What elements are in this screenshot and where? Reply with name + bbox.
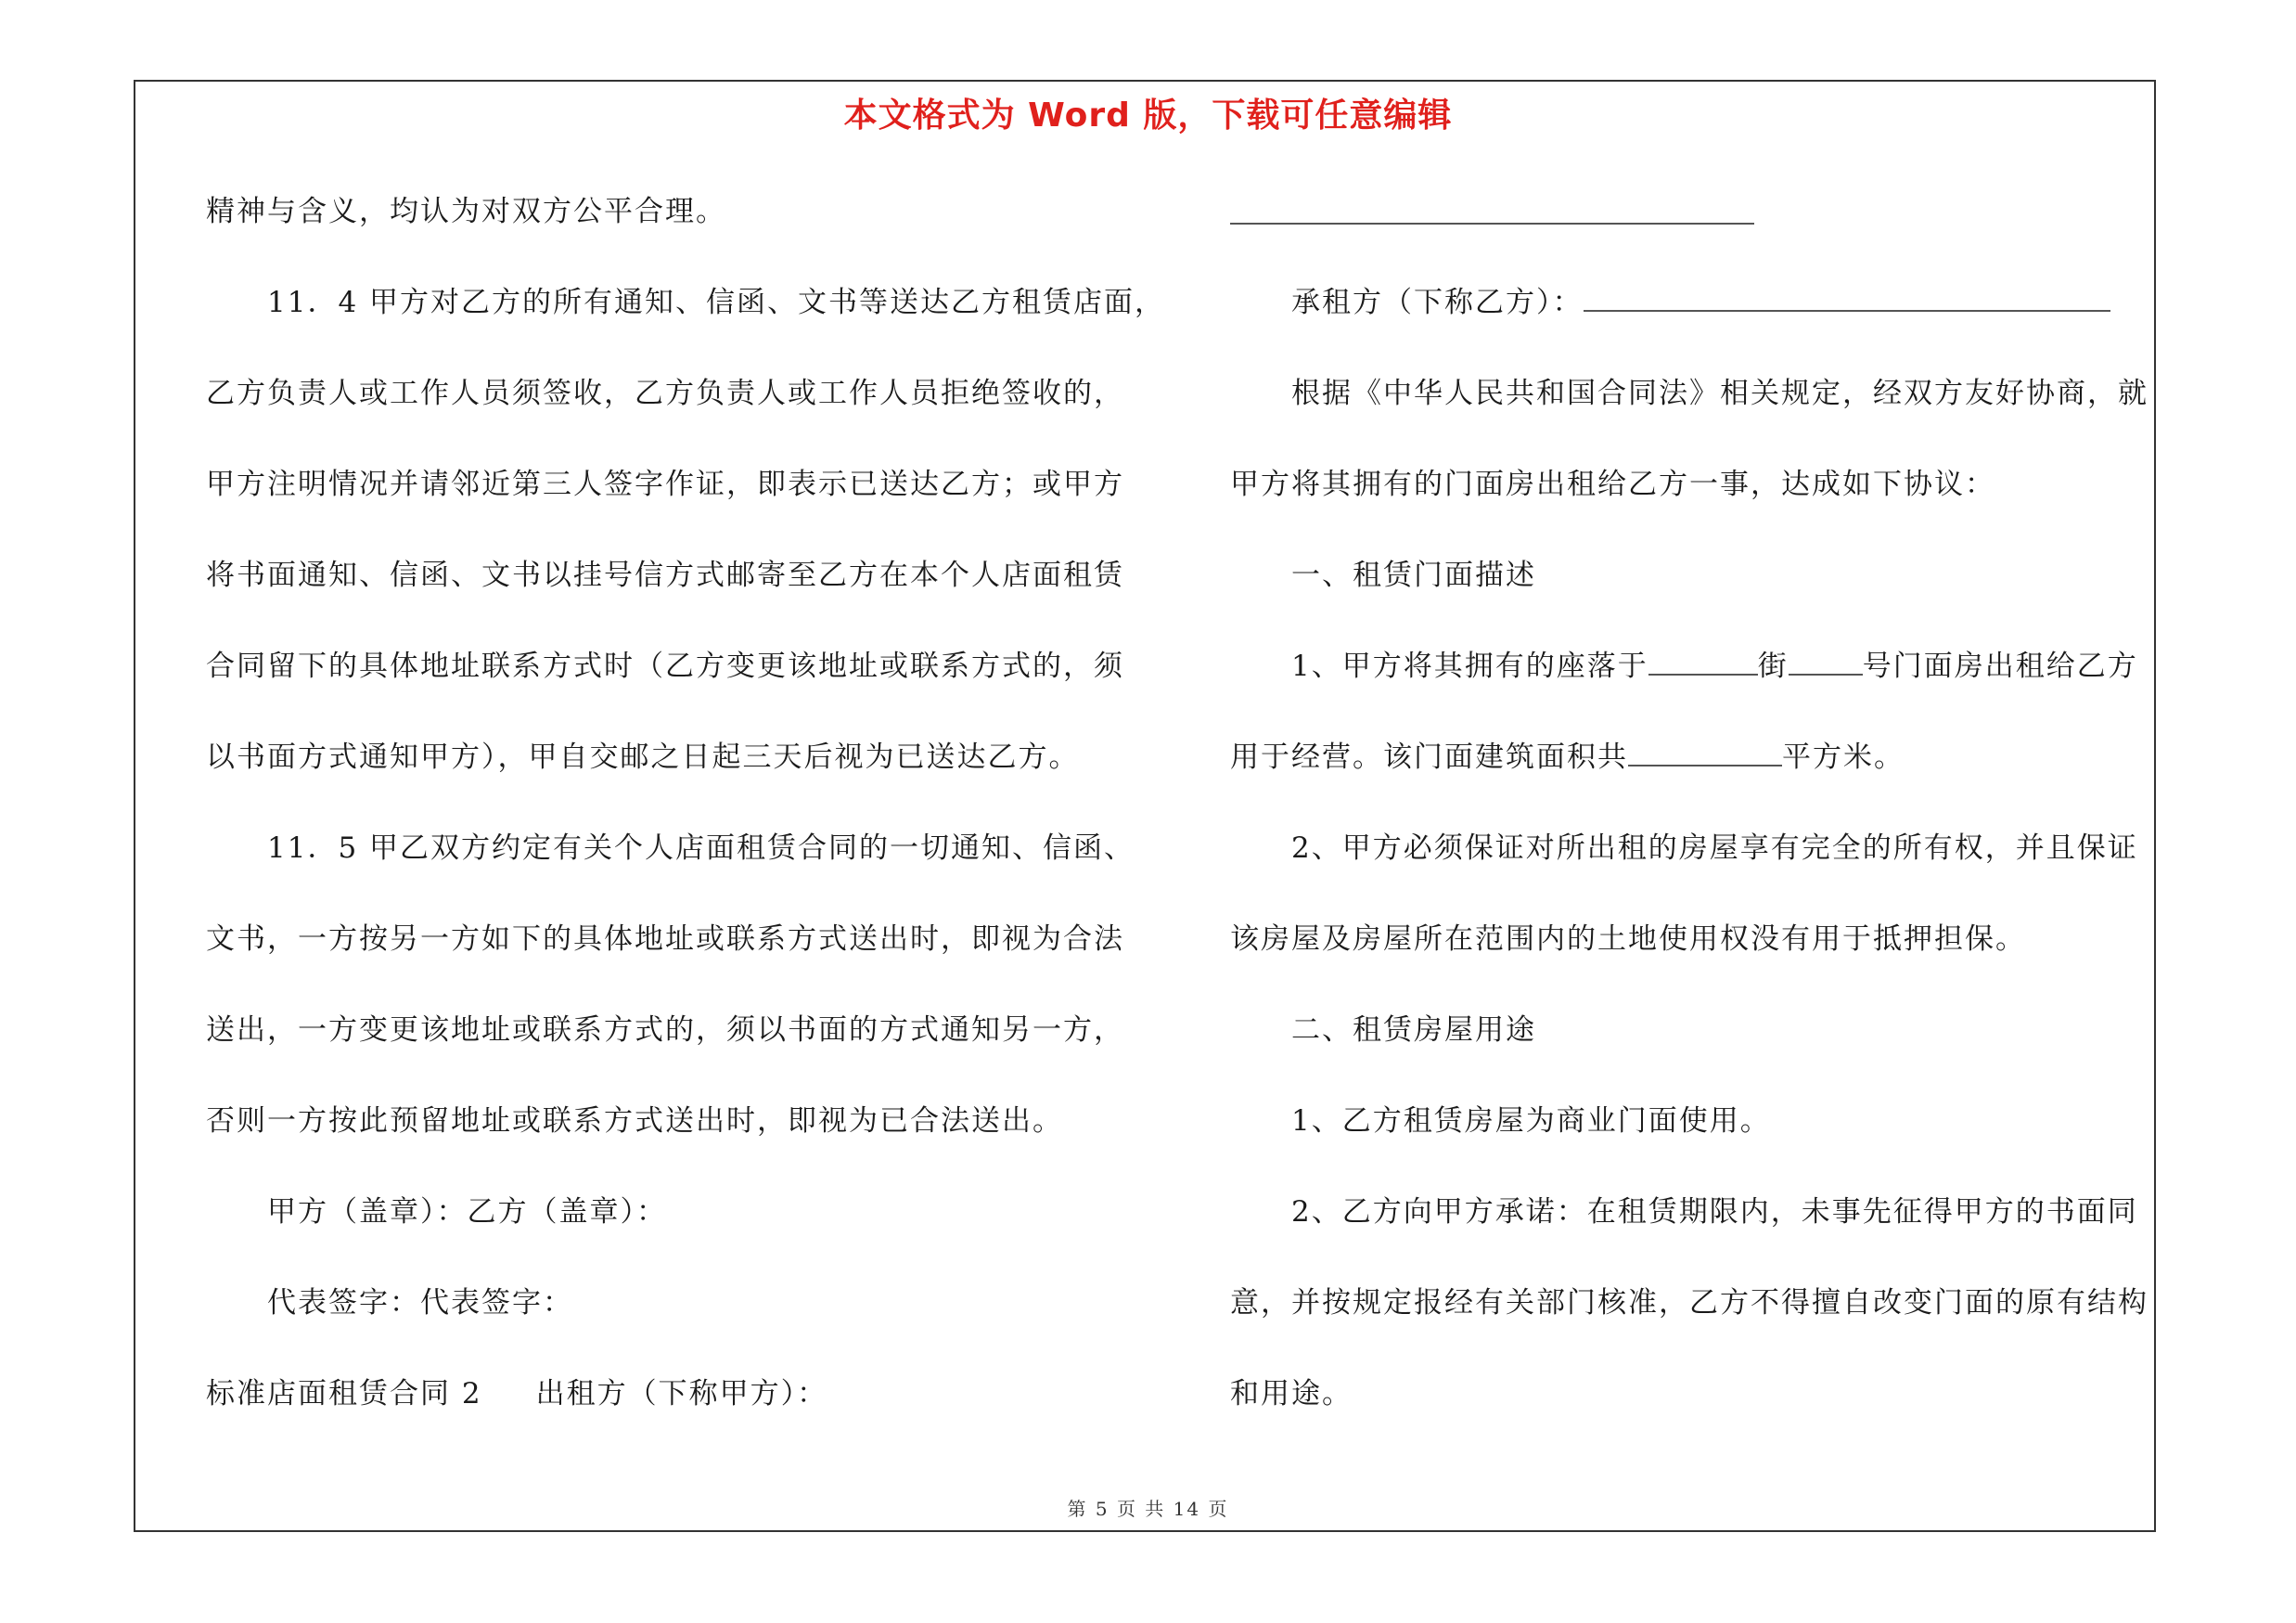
contract-title-line <box>206 1366 1161 1457</box>
text-line: 1、乙方租赁房屋为商业门面使用。 <box>1291 1104 1771 1138</box>
text-line: 甲方注明情况并请邻近第三人签字作证，即表示已送达乙方；或甲方 <box>206 468 1124 501</box>
page-number: 第 5 页 共 14 页 <box>1067 1498 1229 1520</box>
text-line: 意，并按规定报经有关部门核准，乙方不得擅自改变门面的原有结构 <box>1230 1286 2148 1320</box>
lessee-line <box>1230 275 2158 366</box>
text-line: 乙方负责人或工作人员须签收，乙方负责人或工作人员拒绝签收的， <box>206 377 1124 410</box>
lessee-label: 承租方（下称乙方）： <box>1291 286 1584 319</box>
right-column <box>1230 184 2158 1457</box>
street-blank <box>1648 648 1758 676</box>
text-line: 2、乙方向甲方承诺：在租赁期限内，未事先征得甲方的书面同 <box>1291 1195 2138 1229</box>
text-line: 精神与含义，均认为对双方公平合理。 <box>206 195 726 228</box>
header-banner: 本文格式为 Word 版，下载可任意编辑 <box>843 97 1453 135</box>
text-line: 送出，一方变更该地址或联系方式的，须以书面的方式通知另一方， <box>206 1013 1124 1047</box>
text-line: 否则一方按此预留地址或联系方式送出时，即视为已合法送出。 <box>206 1104 1063 1138</box>
text-line: 11．4 甲方对乙方的所有通知、信函、文书等送达乙方租赁店面， <box>267 286 1166 319</box>
text-line: 文书，一方按另一方如下的具体地址或联系方式送出时，即视为合法 <box>206 922 1124 956</box>
item-text: 用于经营。该门面建筑面积共 <box>1230 741 1628 774</box>
item-text: 街 <box>1757 650 1789 683</box>
text-line: 该房屋及房屋所在范围内的土地使用权没有用于抵押担保。 <box>1230 922 2026 956</box>
text-line: 甲方将其拥有的门面房出租给乙方一事，达成如下协议： <box>1230 468 1995 501</box>
lessee-blank <box>1584 284 2110 312</box>
text-line <box>1230 638 2158 729</box>
text-line: 和用途。 <box>1230 1377 1353 1410</box>
number-blank <box>1789 648 1863 676</box>
section-title: 一、租赁门面描述 <box>1291 559 1536 592</box>
text-line: 将书面通知、信函、文书以挂号信方式邮寄至乙方在本个人店面租赁 <box>206 559 1124 592</box>
text-line: 根据《中华人民共和国合同法》相关规定，经双方友好协商，就 <box>1291 377 2148 410</box>
text-line: 2、甲方必须保证对所出租的房屋享有完全的所有权，并且保证 <box>1291 831 2138 865</box>
signature-line-seal: 甲方（盖章）：乙方（盖章）： <box>267 1195 667 1229</box>
lessor-label: 出租方（下称甲方）： <box>535 1377 828 1410</box>
text-line: 合同留下的具体地址联系方式时（乙方变更该地址或联系方式的，须 <box>206 650 1124 683</box>
section-title: 二、租赁房屋用途 <box>1291 1013 1536 1047</box>
item-text: 1、甲方将其拥有的座落于 <box>1291 650 1648 683</box>
text-line: 11．5 甲乙双方约定有关个人店面租赁合同的一切通知、信函、 <box>267 831 1135 865</box>
area-blank <box>1628 739 1782 766</box>
text-line <box>1230 729 2158 820</box>
signature-line-representative: 代表签字：代表签字： <box>267 1286 573 1320</box>
text-line: 以书面方式通知甲方），甲自交邮之日起三天后视为已送达乙方。 <box>206 741 1080 774</box>
left-column <box>206 184 1166 1457</box>
item-text: 平方米。 <box>1782 741 1905 774</box>
item-text: 号门面房出租给乙方 <box>1862 650 2138 683</box>
contract-title: 标准店面租赁合同 2 <box>206 1377 482 1410</box>
blank-line <box>1230 184 2158 275</box>
